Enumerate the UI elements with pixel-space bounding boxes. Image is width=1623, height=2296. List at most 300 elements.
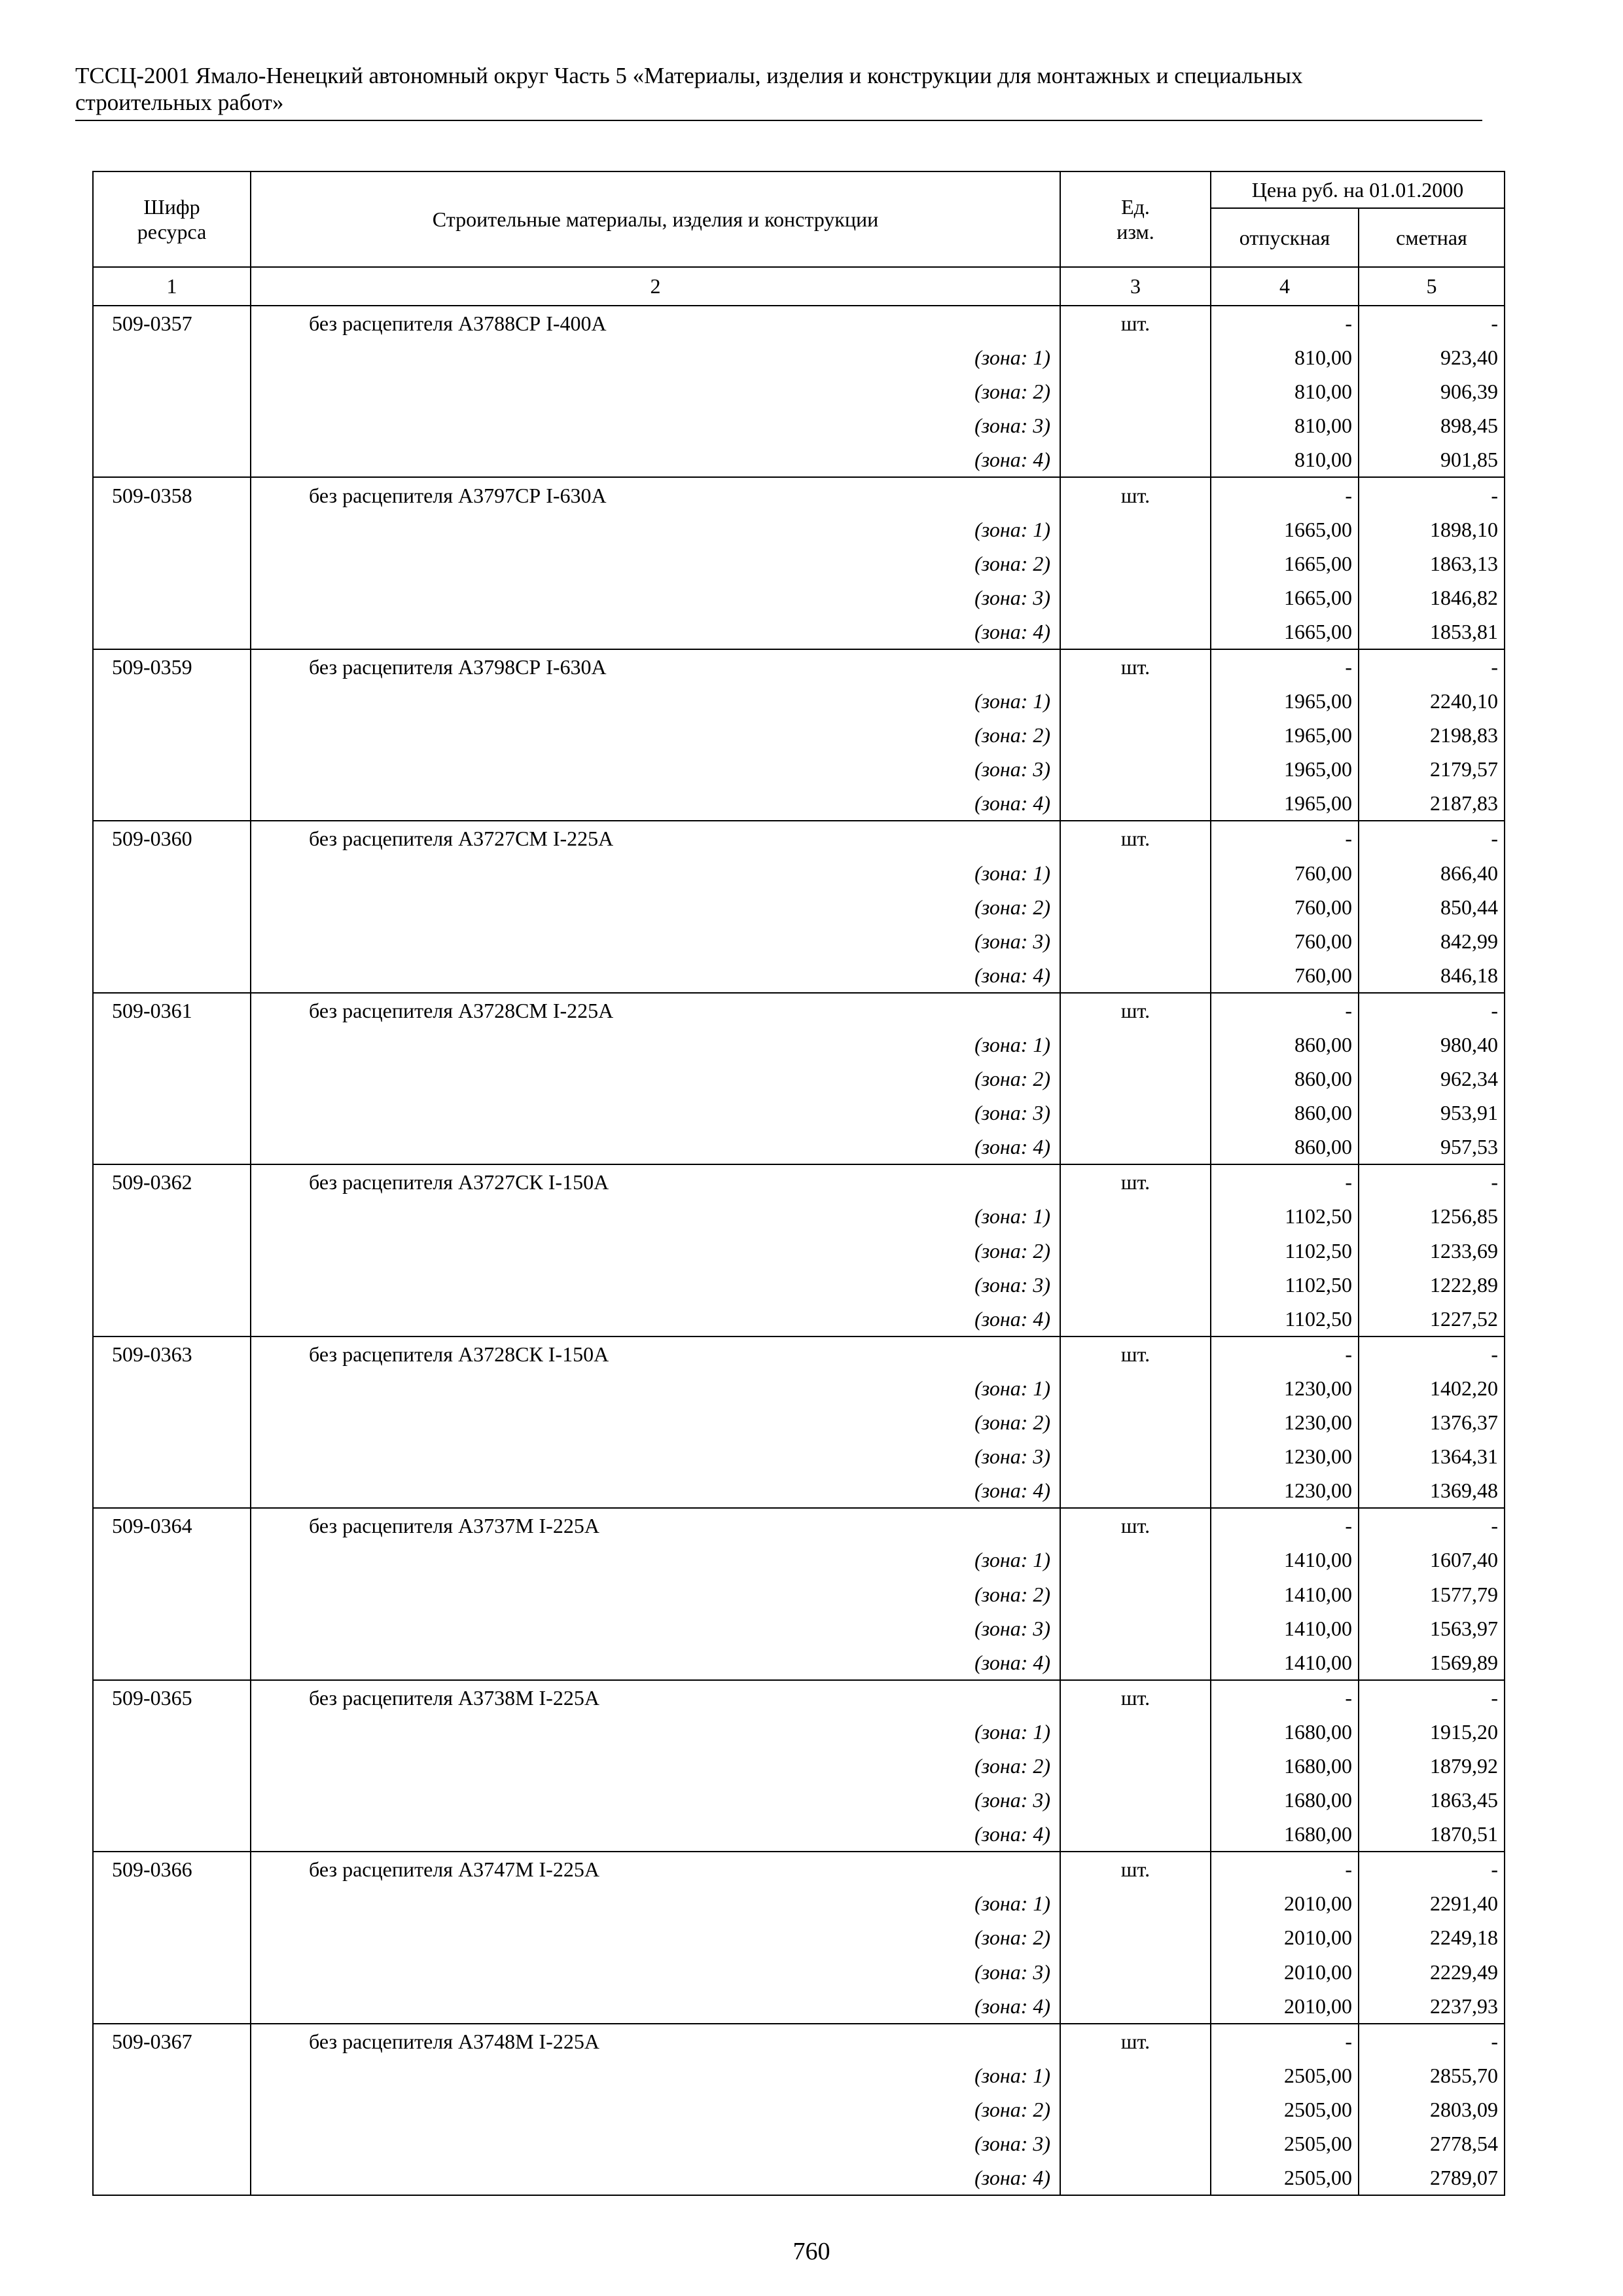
zone-row — [93, 856, 1505, 890]
release-price: 2505,00 — [1211, 2126, 1359, 2161]
zone-label: (зона: 2) — [251, 1920, 1060, 1954]
release-price: 760,00 — [1211, 958, 1359, 993]
estimate-price: 2179,57 — [1359, 752, 1505, 786]
zone-row — [93, 924, 1505, 958]
zone-row — [93, 1543, 1505, 1577]
zone-label: (зона: 2) — [251, 547, 1060, 581]
release-price: 1410,00 — [1211, 1645, 1359, 1680]
zone-label: (зона: 1) — [251, 340, 1060, 374]
zone-row — [93, 786, 1505, 821]
zone-row — [93, 2092, 1505, 2126]
release-price: 1230,00 — [1211, 1473, 1359, 1508]
zone-label: (зона: 1) — [251, 856, 1060, 890]
estimate-price: - — [1359, 1508, 1505, 1543]
material-name: без расцепителя А3728СК I-150А — [251, 1336, 1060, 1371]
empty-cell — [93, 408, 251, 442]
estimate-price: 2249,18 — [1359, 1920, 1505, 1954]
release-price: 2505,00 — [1211, 2161, 1359, 2195]
unit: шт. — [1060, 306, 1211, 340]
zone-row — [93, 718, 1505, 752]
empty-cell — [93, 1989, 251, 2024]
empty-cell — [93, 1302, 251, 1336]
release-price: 860,00 — [1211, 1062, 1359, 1096]
empty-cell — [93, 1749, 251, 1783]
estimate-price: 957,53 — [1359, 1130, 1505, 1164]
zone-label: (зона: 1) — [251, 684, 1060, 718]
empty-cell — [93, 340, 251, 374]
material-name: без расцепителя А3728СМ I-225А — [251, 993, 1060, 1028]
empty-cell — [1060, 1645, 1211, 1680]
col-header-unit: Ед. изм. — [1060, 171, 1211, 267]
unit: шт. — [1060, 1852, 1211, 1886]
empty-cell — [1060, 718, 1211, 752]
resource-code: 509-0367 — [93, 2024, 251, 2058]
empty-cell — [1060, 1611, 1211, 1645]
zone-label: (зона: 4) — [251, 1473, 1060, 1508]
unit: шт. — [1060, 821, 1211, 855]
estimate-price: 1369,48 — [1359, 1473, 1505, 1508]
table-row — [93, 1336, 1505, 1371]
empty-cell — [1060, 615, 1211, 649]
empty-cell — [1060, 1405, 1211, 1439]
empty-cell — [93, 1199, 251, 1233]
col-header-price: Цена руб. на 01.01.2000 — [1211, 171, 1505, 208]
material-name: без расцепителя А3727СК I-150А — [251, 1164, 1060, 1199]
zone-row — [93, 1783, 1505, 1817]
estimate-price: 846,18 — [1359, 958, 1505, 993]
zone-label: (зона: 3) — [251, 1955, 1060, 1989]
empty-cell — [93, 2126, 251, 2161]
zone-row — [93, 1749, 1505, 1783]
resource-code: 509-0357 — [93, 306, 251, 340]
empty-cell — [1060, 924, 1211, 958]
release-price: 760,00 — [1211, 924, 1359, 958]
table-row — [93, 1680, 1505, 1715]
zone-row — [93, 958, 1505, 993]
estimate-price: - — [1359, 649, 1505, 684]
zone-label: (зона: 3) — [251, 1783, 1060, 1817]
release-price: 1665,00 — [1211, 615, 1359, 649]
release-price: 760,00 — [1211, 890, 1359, 924]
header-line-2: строительных работ» — [75, 90, 284, 115]
page-header — [75, 62, 1482, 116]
zone-row — [93, 684, 1505, 718]
empty-cell — [93, 1473, 251, 1508]
estimate-price: 850,44 — [1359, 890, 1505, 924]
col-header-code: Шифр ресурса — [93, 171, 251, 267]
empty-cell — [1060, 2126, 1211, 2161]
estimate-price: 1846,82 — [1359, 581, 1505, 615]
release-price: 810,00 — [1211, 374, 1359, 408]
empty-cell — [1060, 890, 1211, 924]
zone-label: (зона: 2) — [251, 1405, 1060, 1439]
zone-label: (зона: 3) — [251, 1268, 1060, 1302]
zone-row — [93, 1817, 1505, 1852]
table-row — [93, 477, 1505, 512]
estimate-price: 1915,20 — [1359, 1715, 1505, 1749]
table-row — [93, 993, 1505, 1028]
empty-cell — [93, 1439, 251, 1473]
col-number: 1 — [93, 267, 251, 306]
empty-cell — [93, 1062, 251, 1096]
header-line-1: ТССЦ-2001 Ямало-Ненецкий автономный округ Часть 5 «Материалы, изделия и конструкции для монтажных и специальных — [75, 63, 1303, 88]
resource-code: 509-0365 — [93, 1680, 251, 1715]
zone-row — [93, 1989, 1505, 2024]
empty-cell — [93, 442, 251, 477]
empty-cell — [93, 581, 251, 615]
release-price: 1410,00 — [1211, 1577, 1359, 1611]
release-price: 1102,50 — [1211, 1234, 1359, 1268]
estimate-price: 842,99 — [1359, 924, 1505, 958]
empty-cell — [93, 1955, 251, 1989]
zone-row — [93, 1302, 1505, 1336]
release-price: - — [1211, 1680, 1359, 1715]
zone-row — [93, 512, 1505, 547]
col-number: 2 — [251, 267, 1060, 306]
estimate-price: 2778,54 — [1359, 2126, 1505, 2161]
empty-cell — [93, 1817, 251, 1852]
release-price: 1230,00 — [1211, 1405, 1359, 1439]
estimate-price: - — [1359, 477, 1505, 512]
release-price: 1665,00 — [1211, 581, 1359, 615]
material-name: без расцепителя А3748М I-225А — [251, 2024, 1060, 2058]
col-header-release: отпускная — [1211, 208, 1359, 267]
empty-cell — [93, 547, 251, 581]
release-price: 1665,00 — [1211, 512, 1359, 547]
zone-label: (зона: 2) — [251, 374, 1060, 408]
empty-cell — [93, 1096, 251, 1130]
release-price: 810,00 — [1211, 340, 1359, 374]
release-price: 1102,50 — [1211, 1268, 1359, 1302]
zone-label: (зона: 4) — [251, 1302, 1060, 1336]
unit: шт. — [1060, 1508, 1211, 1543]
empty-cell — [93, 1130, 251, 1164]
estimate-price: 866,40 — [1359, 856, 1505, 890]
empty-cell — [1060, 1920, 1211, 1954]
estimate-price: 923,40 — [1359, 340, 1505, 374]
empty-cell — [93, 684, 251, 718]
release-price: - — [1211, 1164, 1359, 1199]
estimate-price: 1256,85 — [1359, 1199, 1505, 1233]
zone-label: (зона: 4) — [251, 786, 1060, 821]
table-row — [93, 1852, 1505, 1886]
release-price: 2505,00 — [1211, 2058, 1359, 2092]
empty-cell — [1060, 1543, 1211, 1577]
release-price: 1410,00 — [1211, 1611, 1359, 1645]
zone-row — [93, 408, 1505, 442]
zone-label: (зона: 1) — [251, 2058, 1060, 2092]
empty-cell — [93, 718, 251, 752]
release-price: 1965,00 — [1211, 684, 1359, 718]
col-number: 3 — [1060, 267, 1211, 306]
estimate-price: 1863,13 — [1359, 547, 1505, 581]
estimate-price: 1376,37 — [1359, 1405, 1505, 1439]
release-price: 2010,00 — [1211, 1920, 1359, 1954]
estimate-price: 1563,97 — [1359, 1611, 1505, 1645]
empty-cell — [1060, 1234, 1211, 1268]
estimate-price: - — [1359, 2024, 1505, 2058]
material-name: без расцепителя А3727СМ I-225А — [251, 821, 1060, 855]
zone-label: (зона: 4) — [251, 1645, 1060, 1680]
release-price: 810,00 — [1211, 442, 1359, 477]
empty-cell — [1060, 1886, 1211, 1920]
release-price: 860,00 — [1211, 1130, 1359, 1164]
zone-row — [93, 2058, 1505, 2092]
zone-label: (зона: 3) — [251, 752, 1060, 786]
empty-cell — [1060, 2161, 1211, 2195]
zone-row — [93, 2126, 1505, 2161]
zone-label: (зона: 1) — [251, 1371, 1060, 1405]
estimate-price: - — [1359, 306, 1505, 340]
release-price: 2010,00 — [1211, 1989, 1359, 2024]
zone-label: (зона: 4) — [251, 1817, 1060, 1852]
empty-cell — [1060, 2058, 1211, 2092]
release-price: - — [1211, 2024, 1359, 2058]
estimate-price: 2855,70 — [1359, 2058, 1505, 2092]
unit: шт. — [1060, 1164, 1211, 1199]
estimate-price: 1227,52 — [1359, 1302, 1505, 1336]
zone-row — [93, 1920, 1505, 1954]
page-number: 760 — [793, 2238, 830, 2265]
estimate-price: 980,40 — [1359, 1028, 1505, 1062]
estimate-price: 1402,20 — [1359, 1371, 1505, 1405]
empty-cell — [1060, 1199, 1211, 1233]
release-price: 1680,00 — [1211, 1783, 1359, 1817]
material-name: без расцепителя А3737М I-225А — [251, 1508, 1060, 1543]
estimate-price: 1863,45 — [1359, 1783, 1505, 1817]
release-price: 1665,00 — [1211, 547, 1359, 581]
empty-cell — [1060, 1783, 1211, 1817]
zone-label: (зона: 2) — [251, 1062, 1060, 1096]
unit: шт. — [1060, 477, 1211, 512]
empty-cell — [1060, 1028, 1211, 1062]
release-price: - — [1211, 821, 1359, 855]
empty-cell — [1060, 752, 1211, 786]
estimate-price: 953,91 — [1359, 1096, 1505, 1130]
empty-cell — [1060, 684, 1211, 718]
empty-cell — [93, 1577, 251, 1611]
empty-cell — [1060, 1439, 1211, 1473]
empty-cell — [93, 1920, 251, 1954]
unit: шт. — [1060, 1680, 1211, 1715]
unit: шт. — [1060, 2024, 1211, 2058]
zone-row — [93, 1028, 1505, 1062]
estimate-price: 1364,31 — [1359, 1439, 1505, 1473]
zone-label: (зона: 3) — [251, 1439, 1060, 1473]
zone-label: (зона: 2) — [251, 1577, 1060, 1611]
release-price: 2010,00 — [1211, 1955, 1359, 1989]
estimate-price: 962,34 — [1359, 1062, 1505, 1096]
release-price: 760,00 — [1211, 856, 1359, 890]
estimate-price: 2198,83 — [1359, 718, 1505, 752]
estimate-price: - — [1359, 1164, 1505, 1199]
zone-row — [93, 1405, 1505, 1439]
empty-cell — [1060, 856, 1211, 890]
estimate-price: 2187,83 — [1359, 786, 1505, 821]
empty-cell — [1060, 1130, 1211, 1164]
col-header-name: Строительные материалы, изделия и конструкции — [251, 171, 1060, 267]
zone-row — [93, 752, 1505, 786]
estimate-price: - — [1359, 1336, 1505, 1371]
zone-row — [93, 1062, 1505, 1096]
release-price: - — [1211, 649, 1359, 684]
resource-code: 509-0366 — [93, 1852, 251, 1886]
empty-cell — [93, 2161, 251, 2195]
release-price: - — [1211, 1508, 1359, 1543]
release-price: 2505,00 — [1211, 2092, 1359, 2126]
zone-label: (зона: 3) — [251, 1096, 1060, 1130]
zone-row — [93, 442, 1505, 477]
resource-code: 509-0360 — [93, 821, 251, 855]
empty-cell — [93, 1371, 251, 1405]
zone-label: (зона: 3) — [251, 2126, 1060, 2161]
zone-row — [93, 547, 1505, 581]
estimate-price: - — [1359, 821, 1505, 855]
empty-cell — [93, 1645, 251, 1680]
table-row — [93, 2024, 1505, 2058]
release-price: 860,00 — [1211, 1028, 1359, 1062]
release-price: - — [1211, 306, 1359, 340]
zone-row — [93, 1199, 1505, 1233]
zone-label: (зона: 2) — [251, 718, 1060, 752]
empty-cell — [1060, 442, 1211, 477]
estimate-price: - — [1359, 1680, 1505, 1715]
estimate-price: 1898,10 — [1359, 512, 1505, 547]
zone-label: (зона: 4) — [251, 1130, 1060, 1164]
empty-cell — [93, 1611, 251, 1645]
zone-label: (зона: 3) — [251, 1611, 1060, 1645]
table-row — [93, 649, 1505, 684]
estimate-price: 1222,89 — [1359, 1268, 1505, 1302]
table-row — [93, 306, 1505, 340]
table-row — [93, 1164, 1505, 1199]
release-price: 2010,00 — [1211, 1886, 1359, 1920]
zone-row — [93, 1439, 1505, 1473]
zone-label: (зона: 2) — [251, 1749, 1060, 1783]
release-price: - — [1211, 477, 1359, 512]
release-price: - — [1211, 1852, 1359, 1886]
resource-code: 509-0364 — [93, 1508, 251, 1543]
empty-cell — [93, 924, 251, 958]
empty-cell — [93, 2092, 251, 2126]
zone-row — [93, 1955, 1505, 1989]
empty-cell — [93, 958, 251, 993]
release-price: 1102,50 — [1211, 1199, 1359, 1233]
release-price: 1680,00 — [1211, 1817, 1359, 1852]
empty-cell — [93, 1543, 251, 1577]
zone-row — [93, 374, 1505, 408]
price-table — [92, 171, 1505, 2196]
empty-cell — [93, 615, 251, 649]
empty-cell — [1060, 1715, 1211, 1749]
material-name: без расцепителя А3788СР I-400А — [251, 306, 1060, 340]
empty-cell — [93, 890, 251, 924]
zone-row — [93, 1096, 1505, 1130]
empty-cell — [93, 1028, 251, 1062]
empty-cell — [1060, 958, 1211, 993]
zone-row — [93, 1645, 1505, 1680]
zone-label: (зона: 4) — [251, 958, 1060, 993]
empty-cell — [1060, 340, 1211, 374]
empty-cell — [93, 1715, 251, 1749]
empty-cell — [1060, 1817, 1211, 1852]
empty-cell — [1060, 408, 1211, 442]
estimate-price: 906,39 — [1359, 374, 1505, 408]
release-price: 1680,00 — [1211, 1715, 1359, 1749]
empty-cell — [93, 1405, 251, 1439]
estimate-price: 2229,49 — [1359, 1955, 1505, 1989]
empty-cell — [1060, 1955, 1211, 1989]
estimate-price: 1569,89 — [1359, 1645, 1505, 1680]
estimate-price: 1853,81 — [1359, 615, 1505, 649]
col-number: 4 — [1211, 267, 1359, 306]
estimate-price: 1879,92 — [1359, 1749, 1505, 1783]
empty-cell — [93, 1783, 251, 1817]
header-rule — [75, 120, 1482, 121]
empty-cell — [93, 1886, 251, 1920]
empty-cell — [93, 512, 251, 547]
table-row — [93, 1508, 1505, 1543]
estimate-price: - — [1359, 1852, 1505, 1886]
zone-row — [93, 1268, 1505, 1302]
release-price: - — [1211, 993, 1359, 1028]
zone-label: (зона: 4) — [251, 1989, 1060, 2024]
material-name: без расцепителя А3738М I-225А — [251, 1680, 1060, 1715]
empty-cell — [1060, 1749, 1211, 1783]
release-price: 1965,00 — [1211, 718, 1359, 752]
zone-label: (зона: 1) — [251, 1886, 1060, 1920]
estimate-price: - — [1359, 993, 1505, 1028]
release-price: 860,00 — [1211, 1096, 1359, 1130]
zone-label: (зона: 3) — [251, 924, 1060, 958]
zone-label: (зона: 2) — [251, 1234, 1060, 1268]
empty-cell — [1060, 1577, 1211, 1611]
zone-row — [93, 1130, 1505, 1164]
zone-label: (зона: 3) — [251, 581, 1060, 615]
release-price: 1410,00 — [1211, 1543, 1359, 1577]
unit: шт. — [1060, 1336, 1211, 1371]
zone-row — [93, 1715, 1505, 1749]
release-price: 1230,00 — [1211, 1439, 1359, 1473]
zone-row — [93, 581, 1505, 615]
release-price: 1965,00 — [1211, 752, 1359, 786]
empty-cell — [93, 1234, 251, 1268]
resource-code: 509-0362 — [93, 1164, 251, 1199]
zone-row — [93, 1371, 1505, 1405]
zone-label: (зона: 3) — [251, 408, 1060, 442]
release-price: - — [1211, 1336, 1359, 1371]
material-name: без расцепителя А3797СР I-630А — [251, 477, 1060, 512]
empty-cell — [93, 856, 251, 890]
table-body — [93, 306, 1505, 2195]
empty-cell — [1060, 1989, 1211, 2024]
zone-label: (зона: 4) — [251, 2161, 1060, 2195]
empty-cell — [93, 1268, 251, 1302]
estimate-price: 1233,69 — [1359, 1234, 1505, 1268]
zone-row — [93, 1611, 1505, 1645]
estimate-price: 2240,10 — [1359, 684, 1505, 718]
zone-row — [93, 1473, 1505, 1508]
empty-cell — [1060, 1096, 1211, 1130]
zone-label: (зона: 1) — [251, 512, 1060, 547]
release-price: 1230,00 — [1211, 1371, 1359, 1405]
zone-label: (зона: 1) — [251, 1543, 1060, 1577]
zone-label: (зона: 1) — [251, 1028, 1060, 1062]
release-price: 1102,50 — [1211, 1302, 1359, 1336]
empty-cell — [93, 786, 251, 821]
zone-label: (зона: 4) — [251, 615, 1060, 649]
estimate-price: 2789,07 — [1359, 2161, 1505, 2195]
